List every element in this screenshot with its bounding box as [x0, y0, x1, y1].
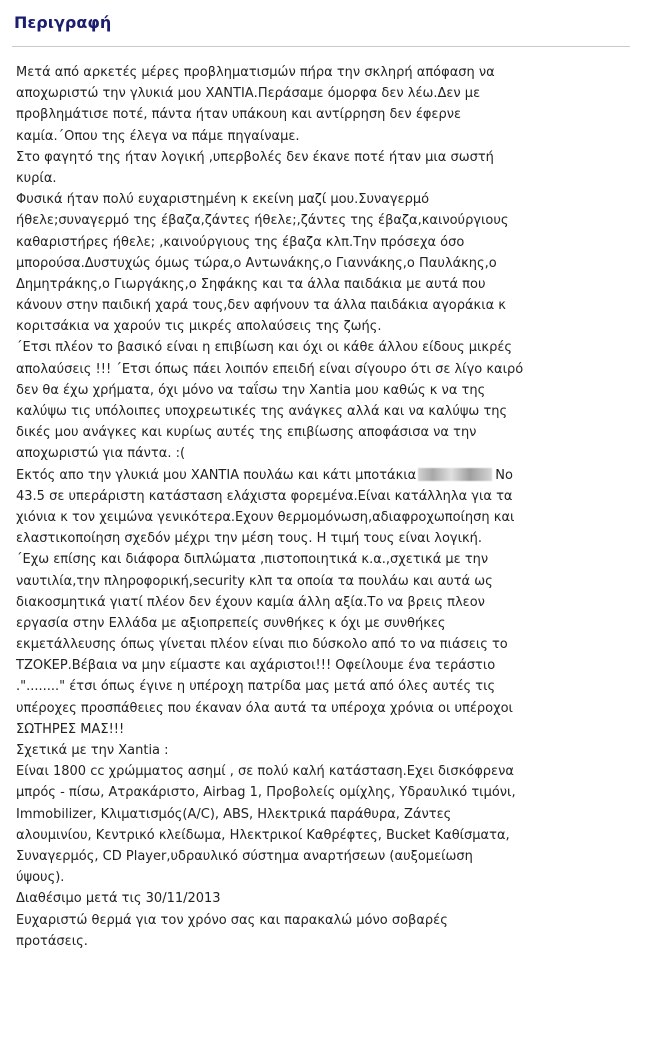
description-line: ΤΖΟΚΕΡ.Βέβαια να μην είμαστε και αχάριστοι!!! Οφείλουμε ένα τεράστιο: [16, 658, 496, 674]
description-line: κυρία.: [16, 170, 57, 186]
description-line: Δημητράκης,ο Γιωργάκης,ο Σηφάκης και τα άλλα παιδάκια με αυτά που: [16, 276, 486, 292]
boots-line: [16, 465, 636, 486]
description-line: εκμετάλλευσης όπως γίνεται πλέον είναι πιο δύσκολο από το να πιάσεις το: [16, 637, 508, 653]
section-title: Περιγραφή: [14, 13, 112, 32]
description-line: δικές μου ανάγκες και κυρίως αυτές της επιβίωσης αποφάσισα να την: [16, 425, 477, 441]
description-line: Ευχαριστώ θερμά για τον χρόνο σας και παρακαλώ μόνο σοβαρές: [16, 912, 448, 928]
description-line: μπρός - πίσω, Ατρακάριστο, Airbag 1, Προβολείς ομίχλης, Υδραυλικό τιμόνι,: [16, 785, 516, 801]
description-line: Συναγερμός, CD Player,υδραυλικό σύστημα αναρτήσεων (αυξομείωση: [16, 848, 473, 864]
description-line: ΄Ετσι πλέον το βασικό είναι η επιβίωση και όχι οι κάθε άλλου είδους μικρές: [16, 340, 512, 356]
description-line: Στο φαγητό της ήταν λογική ,υπερβολές δεν έκανε ποτέ ήταν μια σωστή: [16, 149, 494, 165]
description-line: ΄Εχω επίσης και διάφορα διπλώματα ,πιστοποιητικά κ.α.,σχετικά με την: [16, 552, 489, 568]
description-line: διακοσμητικά γιατί πλέον δεν έχουν καμία άλλη αξία.Το να βρεις πλεον: [16, 594, 485, 610]
description-line: Σχετικά με την Xantia :: [16, 743, 169, 758]
boots-line-size-label: No: [495, 467, 513, 483]
title-divider: [12, 46, 630, 47]
description-line: προβλημάτισε ποτέ, πάντα ήταν υπάκουη και αντίρρηση δεν έφερνε: [16, 107, 461, 123]
description-line: αλουμινίου, Κεντρικό κλείδωμα, Ηλεκτρικοί Καθρέφτες, Bucket Καθίσματα,: [16, 827, 510, 843]
description-line: κάνουν στην παιδική χαρά τους,δεν αφήνουν τα άλλα παιδάκια αγοράκια κ: [16, 298, 506, 314]
description-line: ύψους).: [16, 870, 65, 886]
description-line: ."........" έτσι όπως έγινε η υπέροχη πατρίδα μας μετά από όλες αυτές τις: [16, 679, 496, 695]
description-line: εργασία στην Ελλάδα με αξιοπρεπείς συνθήκες κ όχι με συνθήκες: [16, 615, 446, 631]
description-line: καλύψω τις υπόλοιπες υποχρεωτικές της ανάγκες αλλά και να καλύψω της: [16, 404, 508, 419]
description-line: υπέροχες προσπάθειες που έκαναν όλα αυτά τα υπέροχα χρόνια οι υπέροχοι: [16, 700, 513, 716]
description-line: ελαστικοποίηση σχεδόν μέχρι την μέση τους. Η τιμή τους είναι λογική.: [16, 531, 483, 547]
description-line: Διαθέσιμο μετά τις 30/11/2013: [16, 891, 221, 907]
description-line: Είναι 1800 cc χρώμματος ασημί , σε πολύ καλή κατάσταση.Εχει δισκόφρενα: [16, 764, 514, 780]
description-line: ναυτιλία,την πληροφορική,security κλπ τα οποία τα πουλάω και αυτά ως: [16, 573, 493, 589]
redacted-brand-blur: [418, 468, 492, 481]
description-line: χιόνια κ τον χειμώνα γενικότερα.Εχουν θερμομόνωση,αδιαφροχωποίηση και: [16, 509, 515, 525]
description-line: Immobilizer, Κλιματισμός(A/C), ABS, Ηλεκτρικά παράθυρα, Ζάντες: [16, 806, 452, 822]
description-line: 43.5 σε υπεράριστη κατάσταση ελάχιστα φορεμένα.Είναι κατάλληλα για τα: [16, 488, 513, 504]
description-line: αποχωριστώ την γλυκιά μου ΧΑΝΤΙΑ.Περάσαμε όμορφα δεν λέω.Δεν με: [16, 86, 481, 102]
description-line: δεν θα έχω χρήματα, όχι μόνο να ταΐσω την Xantia μου καθώς κ να της: [16, 382, 486, 398]
description-line: απολαύσεις !!! ΄Ετσι όπως πάει λοιπόν επειδή είναι σίγουρο ότι σε λίγο καιρό: [16, 361, 524, 377]
description-line: ήθελε;συναγερμό της έβαζα,ζάντες ήθελε;,ζάντες της έβαζα,καινούργιους: [16, 213, 509, 229]
description-line: αποχωριστώ για πάντα. :(: [16, 446, 186, 462]
description-line: καθαριστήρες ήθελε; ,καινούργιους της έβαζα κλπ.Την πρόσεχα όσο: [16, 234, 465, 250]
description-text: [16, 62, 636, 952]
boots-line-text: Εκτός απο την γλυκιά μου ΧΑΝΤΙΑ πουλάω και κάτι μποτάκια: [16, 467, 417, 483]
description-line: μπορούσα.Δυστυχώς όμως τώρα,ο Αντωνάκης,ο Γιαννάκης,ο Παυλάκης,ο: [16, 255, 497, 271]
description-line: καμία.΄Οπου της έλεγα να πάμε πηγαίναμε.: [16, 128, 300, 144]
description-line: Φυσικά ήταν πολύ ευχαριστημένη κ εκείνη μαζί μου.Συναγερμό: [16, 192, 430, 208]
description-line: κοριτσάκια να χαρούν τις μικρές απολαύσεις της ζωής.: [16, 319, 382, 335]
description-line: Μετά από αρκετές μέρες προβληματισμών πήρα την σκληρή απόφαση να: [16, 65, 495, 80]
description-line: ΣΩΤΗΡΕΣ ΜΑΣ!!!: [16, 721, 125, 737]
description-line: προτάσεις.: [16, 933, 88, 949]
